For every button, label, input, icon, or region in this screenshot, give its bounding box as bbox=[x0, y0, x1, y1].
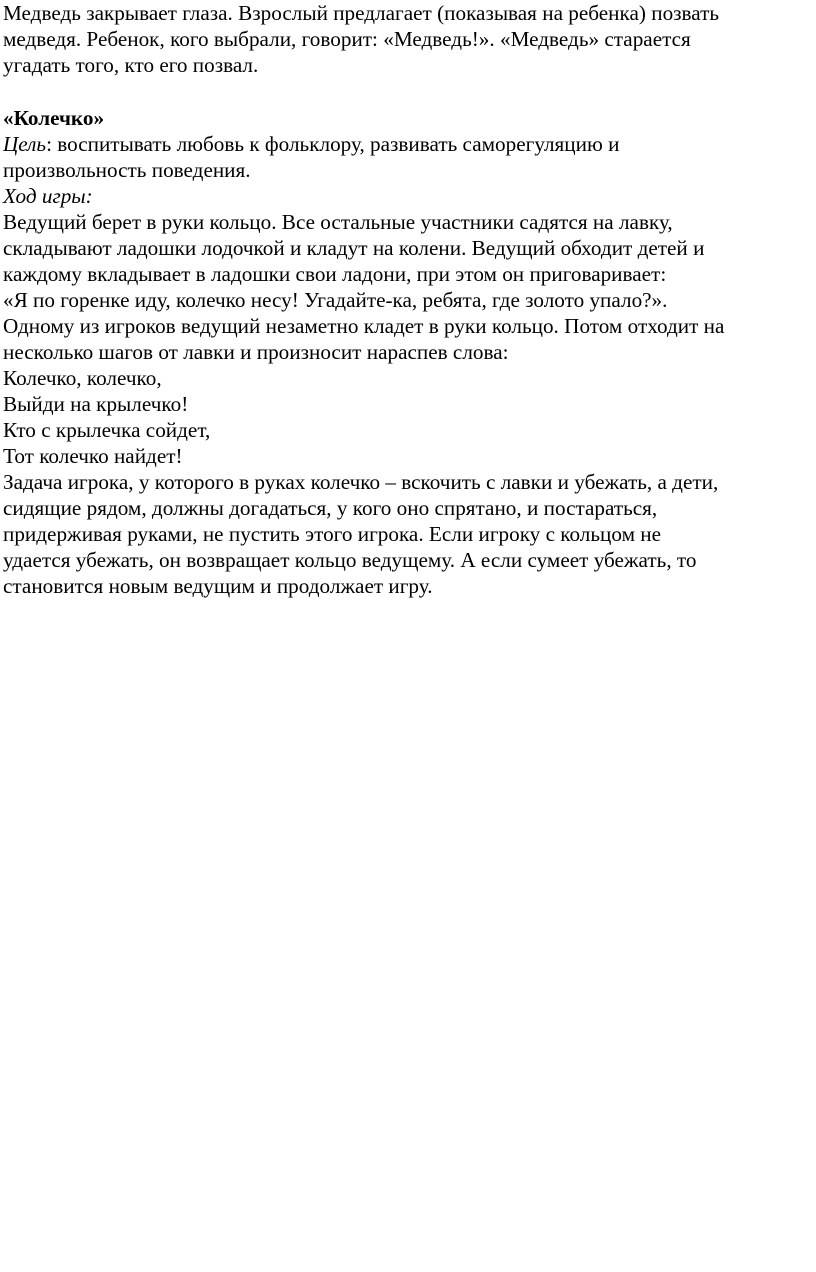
verse bbox=[3, 365, 813, 469]
game-description bbox=[3, 209, 813, 365]
document-text bbox=[3, 0, 813, 599]
goal-line-continued: произвольность поведения. bbox=[3, 158, 251, 182]
text-line: сидящие рядом, должны догадаться, у кого оно спрятано, и постараться, bbox=[3, 496, 658, 520]
text-line: Одному из игроков ведущий незаметно кладет в руки кольцо. Потом отходит на bbox=[3, 314, 725, 338]
text-line: медведя. Ребенок, кого выбрали, говорит: «Медведь!». «Медведь» старается bbox=[3, 27, 691, 51]
text-line: Задача игрока, у которого в руках колечко – вскочить с лавки и убежать, а дети, bbox=[3, 470, 719, 494]
intro-paragraph bbox=[3, 0, 813, 78]
paragraph-spacer bbox=[3, 78, 813, 105]
text-line: складывают ладошки лодочкой и кладут на колени. Ведущий обходит детей и bbox=[3, 236, 705, 260]
goal-label: Цель bbox=[3, 132, 47, 156]
text-line: угадать того, кто его позвал. bbox=[3, 53, 259, 77]
game-title: «Колечко» bbox=[3, 106, 105, 130]
text-line: придерживая руками, не пустить этого игрока. Если игроку с кольцом не bbox=[3, 522, 662, 546]
verse-line: Кто с крылечка сойдет, bbox=[3, 418, 211, 442]
goal-text: : воспитывать любовь к фольклору, развивать саморегуляцию и bbox=[46, 132, 620, 156]
course-label: Ход игры: bbox=[3, 184, 93, 208]
text-line: «Я по горенке иду, колечко несу! Угадайте-ка, ребята, где золото упало?». bbox=[3, 288, 668, 312]
text-line: Ведущий берет в руки кольцо. Все остальные участники садятся на лавку, bbox=[3, 210, 673, 234]
text-line: становится новым ведущим и продолжает игру. bbox=[3, 574, 433, 598]
text-line: несколько шагов от лавки и произносит нараспев слова: bbox=[3, 340, 509, 364]
verse-line: Выйди на крылечко! bbox=[3, 392, 189, 416]
text-line: удается убежать, он возвращает кольцо ведущему. А если сумеет убежать, то bbox=[3, 548, 697, 572]
verse-line: Колечко, колечко, bbox=[3, 366, 162, 390]
verse-line: Тот колечко найдет! bbox=[3, 444, 183, 468]
game-rules-paragraph bbox=[3, 469, 813, 599]
goal-line bbox=[3, 131, 813, 157]
text-line: Медведь закрывает глаза. Взрослый предлагает (показывая на ребенка) позвать bbox=[3, 1, 720, 25]
text-line: каждому вкладывает в ладошки свои ладони, при этом он приговаривает: bbox=[3, 262, 667, 286]
